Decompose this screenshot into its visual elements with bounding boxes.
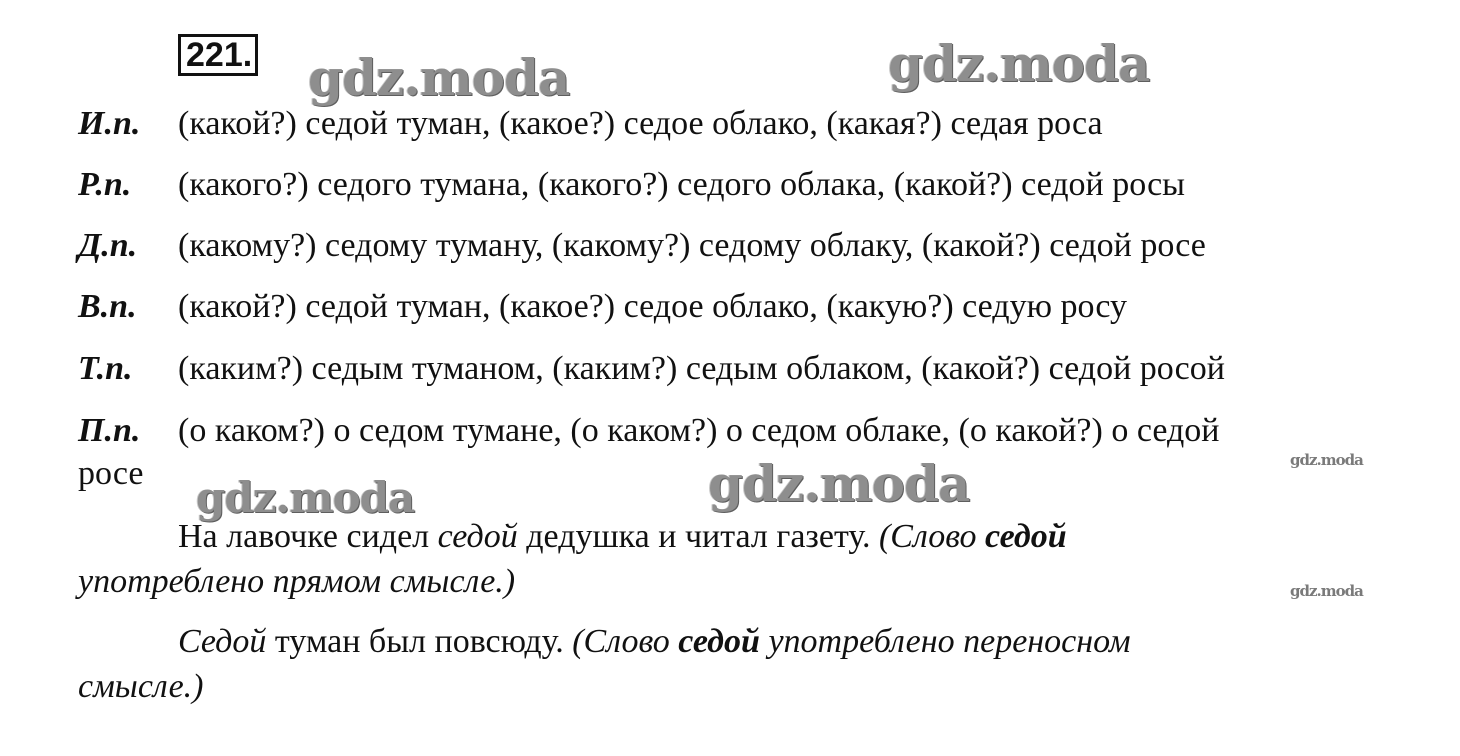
case-text: (каким?) седым туманом, (каким?) седым облаком, (какой?) седой росой <box>178 350 1225 387</box>
watermark-middle-left: gdz.moda <box>196 473 415 522</box>
case-text: (какого?) седого тумана, (какого?) седого облака, (какой?) седой росы <box>178 166 1186 203</box>
case-label: И.п. <box>78 105 141 142</box>
case-label: Т.п. <box>78 350 133 387</box>
case-label: В.п. <box>78 288 137 325</box>
watermark-top-left: gdz.moda <box>308 48 570 107</box>
target-word-bold: седой <box>985 518 1067 555</box>
watermark-top-right: gdz.moda <box>888 34 1150 93</box>
case-label: П.п. <box>78 412 141 449</box>
target-word: седой <box>437 518 518 555</box>
sentence-2-line-1: Седой туман был повсюду. (Слово седой употреблено переносном <box>178 623 1131 660</box>
exercise-number: 221. <box>186 36 253 74</box>
watermark-small-1: gdz.moda <box>1290 451 1363 469</box>
case-text: (какой?) седой туман, (какое?) седое облако, (какая?) седая роса <box>178 105 1103 142</box>
watermark-small-2: gdz.moda <box>1290 582 1363 600</box>
target-word-bold: седой <box>678 623 760 660</box>
sentence-1-line-2: употреблено прямом смысле.) <box>78 563 516 600</box>
case-label: Р.п. <box>78 166 132 203</box>
case-label: Д.п. <box>78 227 138 264</box>
case-text: (какой?) седой туман, (какое?) седое облако, (какую?) седую росу <box>178 288 1127 325</box>
case-text: (о каком?) о седом тумане, (о каком?) о седом облаке, (о какой?) о седой <box>178 412 1220 449</box>
watermark-middle-center: gdz.moda <box>708 454 970 513</box>
sentence-1-line-1: На лавочке сидел седой дедушка и читал газету. (Слово седой <box>178 518 1067 555</box>
sentence-2-line-2: смысле.) <box>78 668 204 705</box>
case-text: (какому?) седому туману, (какому?) седому облаку, (какой?) седой росе <box>178 227 1206 264</box>
case-continuation: росе <box>78 455 144 492</box>
target-word: Седой <box>178 623 267 660</box>
